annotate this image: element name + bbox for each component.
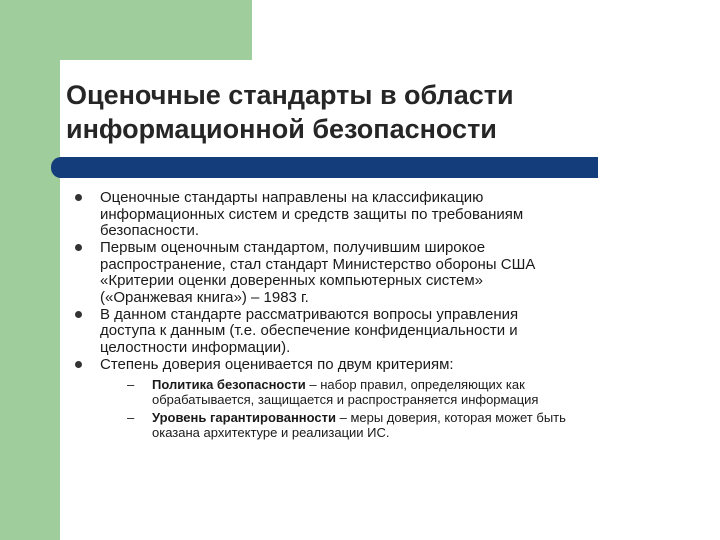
slide-title-line-2: информационной безопасности	[66, 114, 497, 144]
bullet-dot-icon	[75, 194, 82, 201]
slide-title-line-1: Оценочные стандарты в области	[66, 80, 514, 110]
bullet-text-line: В данном стандарте рассматриваются вопросы управления	[100, 305, 519, 323]
sub-bullet-line	[152, 377, 694, 392]
dash-marker: –	[127, 410, 135, 425]
sub-bullet-security-policy	[100, 377, 694, 407]
bullet-text-line: информационных систем и средств защиты по требованиям	[100, 205, 524, 223]
sub-bullet-line: обрабатывается, защищается и распространяется информация	[152, 392, 539, 407]
bullet-item-3	[74, 307, 694, 357]
bullet-text-line: безопасности.	[100, 222, 199, 239]
slide-body	[74, 190, 694, 443]
bullet-text-line: («Оранжевая книга») – 1983 г.	[100, 288, 309, 306]
sub-bullet-assurance-level	[100, 410, 694, 440]
sub-bullet-line: оказана архитектуре и реализации ИС.	[152, 425, 390, 440]
bullet-text-line: целостности информации).	[100, 338, 291, 356]
decorative-green-top-block	[0, 0, 252, 60]
title-divider-bar	[60, 157, 598, 178]
sub-bullet-list	[100, 377, 694, 440]
bullet-item-4	[74, 357, 694, 441]
sub-bullet-definition: – набор правил, определяющих как	[305, 377, 525, 392]
sub-bullet-term: Политика безопасности	[152, 377, 306, 392]
bullet-item-1	[74, 190, 694, 240]
title-divider-cap	[51, 157, 71, 178]
bullet-dot-icon	[75, 311, 82, 318]
sub-bullet-line	[152, 410, 694, 425]
bullet-text-line: доступа к данным (т.е. обеспечение конфиденциальности и	[100, 322, 518, 339]
bullet-text-line: Первым оценочным стандартом, получившим широкое	[100, 239, 486, 256]
sub-bullet-definition: – меры доверия, которая может быть	[336, 410, 566, 425]
slide-title	[66, 78, 686, 146]
bullet-text-line: распространение, стал стандарт Министерство обороны США	[100, 255, 536, 273]
bullet-text-line: Оценочные стандарты направлены на классификацию	[100, 189, 484, 206]
sub-bullet-term: Уровень гарантированности	[152, 410, 336, 425]
bullet-dot-icon	[75, 244, 82, 251]
dash-marker: –	[127, 377, 135, 392]
bullet-text-line: Степень доверия оценивается по двум критериям:	[100, 355, 454, 373]
bullet-dot-icon	[75, 361, 82, 368]
bullet-item-2	[74, 240, 694, 306]
bullet-list	[74, 190, 694, 440]
bullet-text-line: «Критерии оценки доверенных компьютерных систем»	[100, 272, 483, 289]
decorative-green-side-bar	[0, 0, 60, 540]
